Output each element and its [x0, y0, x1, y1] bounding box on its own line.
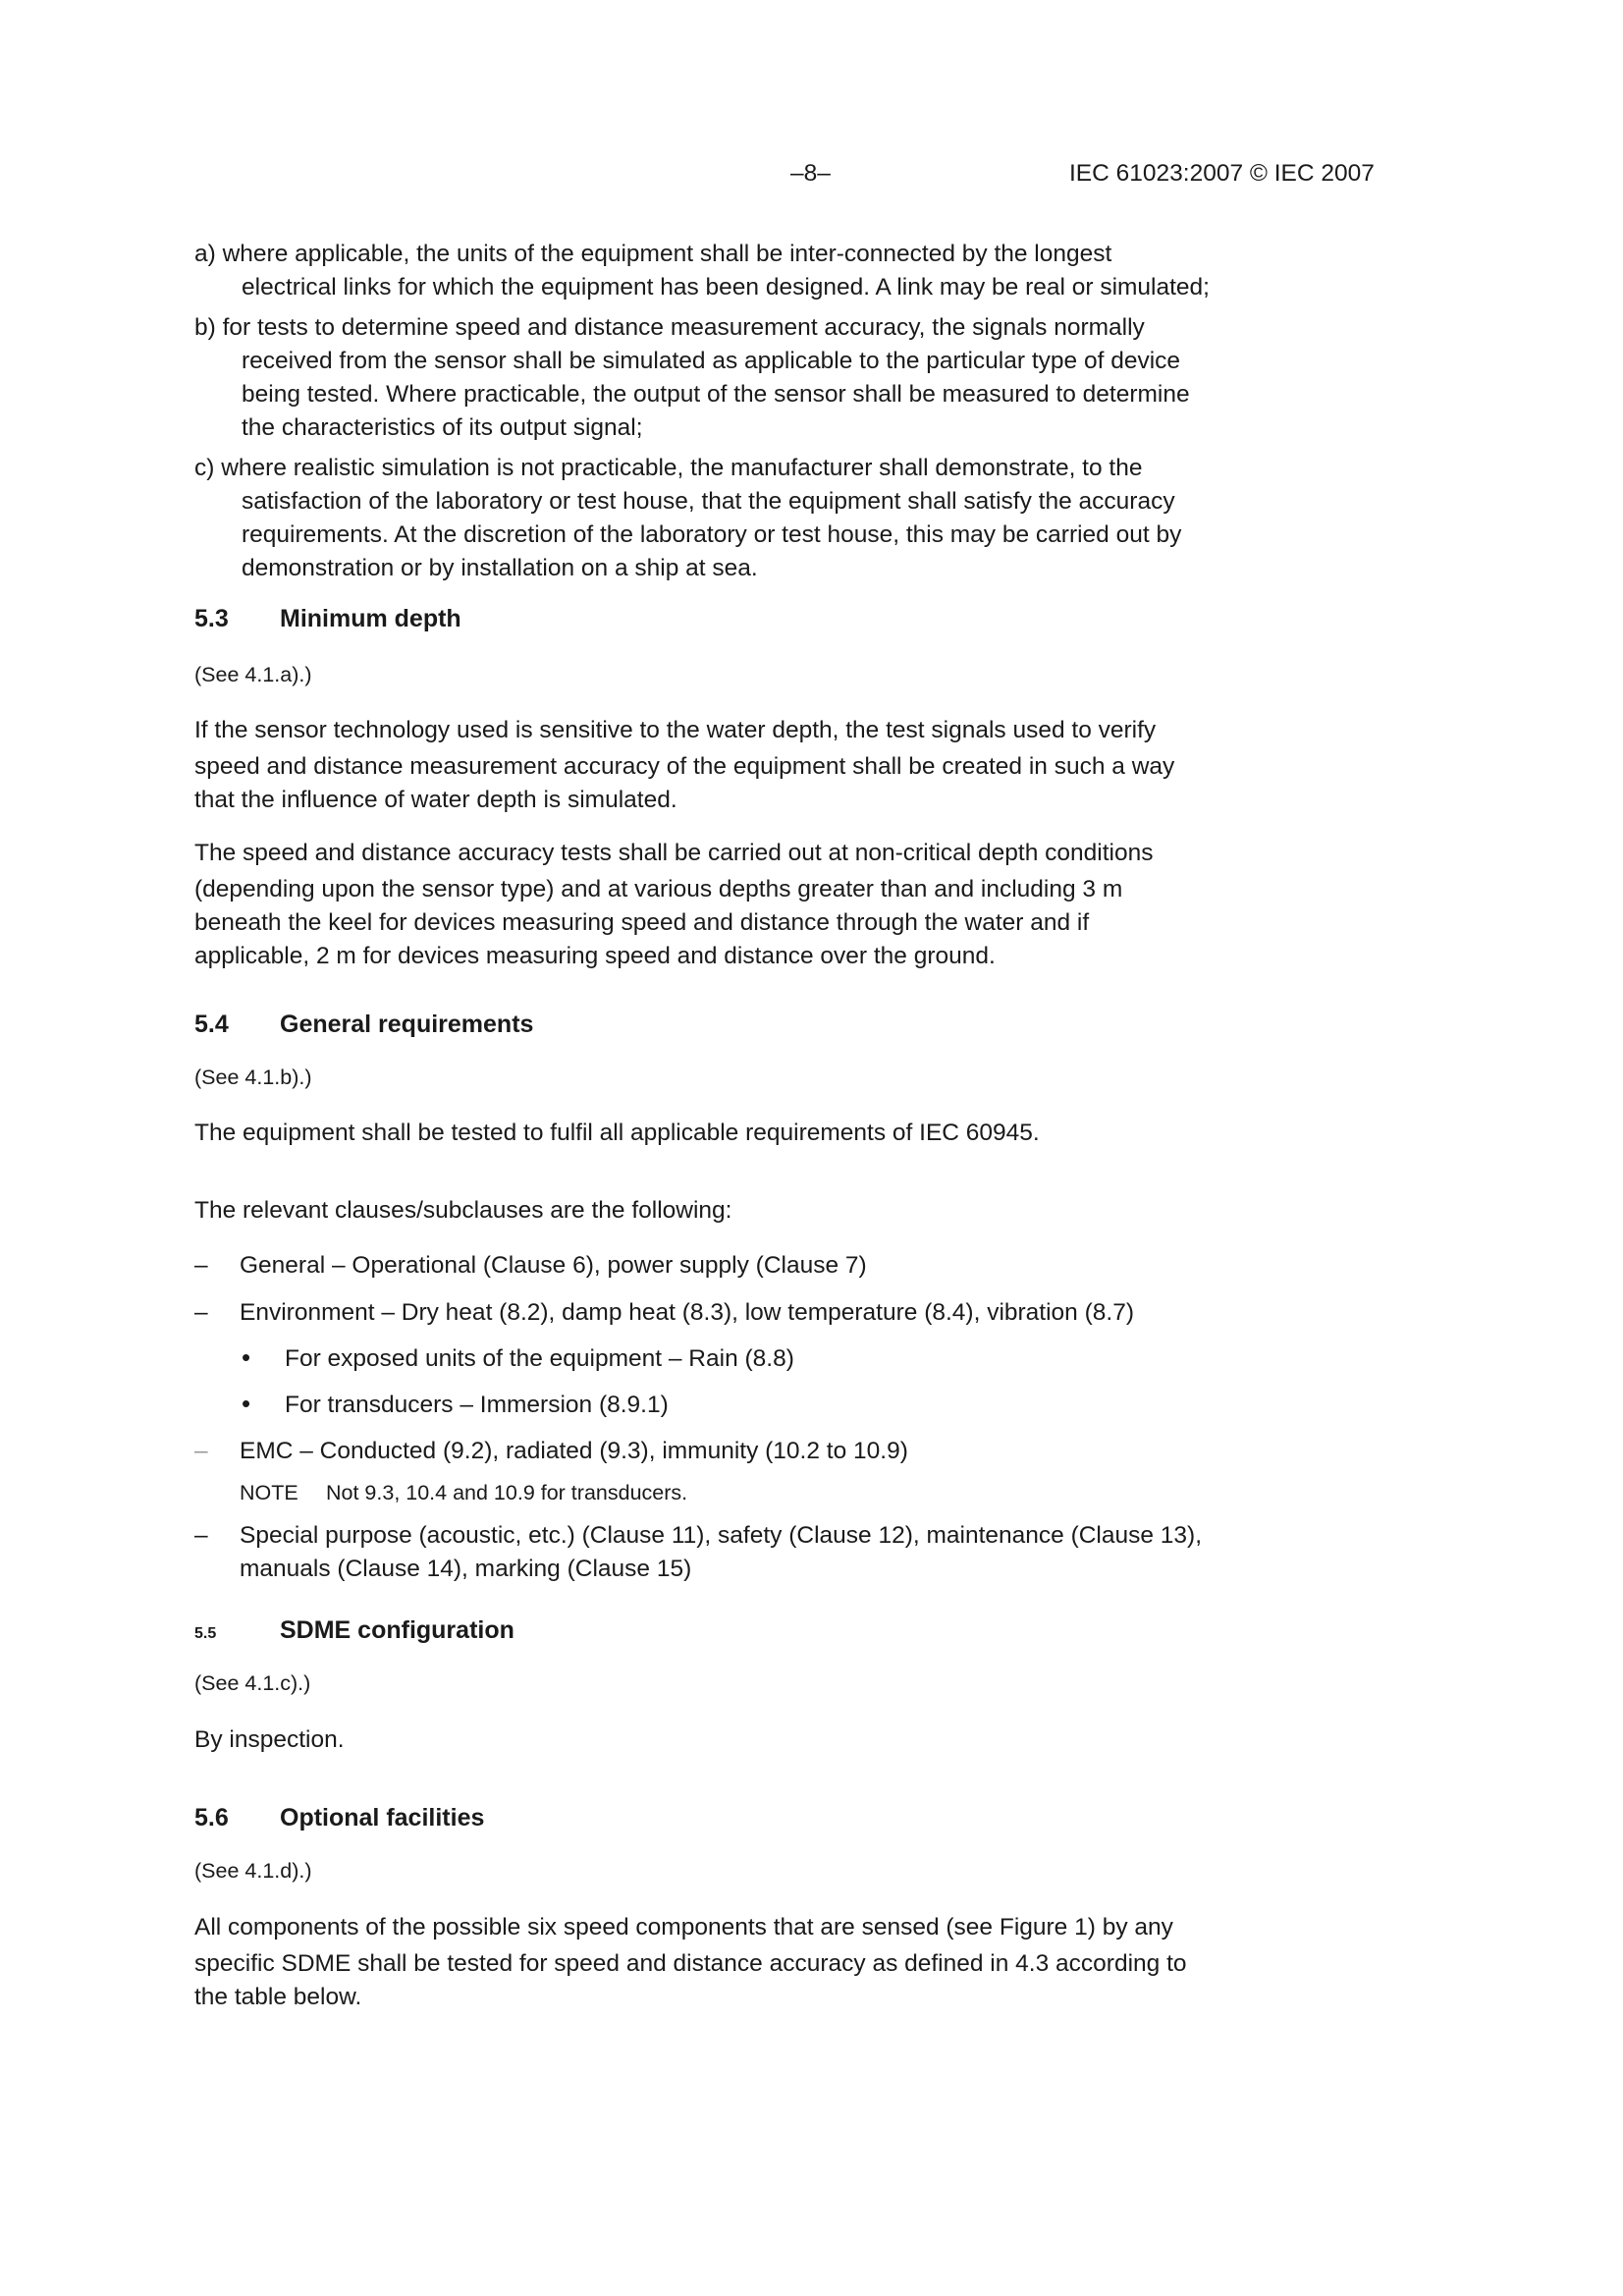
paragraph-5-3-a — [194, 714, 1274, 817]
list-item-b-line4: the characteristics of its output signal; — [242, 414, 643, 441]
section-title: General requirements — [280, 1011, 534, 1038]
list-item-b-line2: received from the sensor shall be simulated as applicable to the particular type of device — [242, 348, 1181, 374]
bullet-marker: • — [242, 1342, 251, 1372]
note-label: NOTE — [240, 1481, 298, 1504]
note-text: Not 9.3, 10.4 and 10.9 for transducers. — [326, 1481, 688, 1504]
list-item-b-line1: b) for tests to determine speed and distance measurement accuracy, the signals normally — [194, 314, 1145, 341]
see-reference-5-5: (See 4.1.c).) — [194, 1671, 311, 1695]
dash-marker: – — [194, 1299, 208, 1326]
paragraph-5-3-b — [194, 837, 1274, 973]
list-item-c — [194, 452, 1274, 585]
requirement-text: For exposed units of the equipment – Rain (8.8) — [285, 1345, 794, 1372]
dash-marker: – — [194, 1438, 208, 1464]
list-item-b — [194, 311, 1274, 445]
requirement-text: EMC – Conducted (9.2), radiated (9.3), immunity (10.2 to 10.9) — [240, 1438, 908, 1464]
list-item-a-line1: a) where applicable, the units of the equipment shall be inter-connected by the longest — [194, 241, 1112, 267]
section-heading-5-4 — [194, 1008, 1274, 1041]
paragraph-5-6 — [194, 1911, 1274, 2014]
requirement-text: Environment – Dry heat (8.2), damp heat (8.3), low temperature (8.4), vibration (8.7) — [240, 1299, 1134, 1326]
requirement-text — [240, 1519, 1280, 1586]
list-item-b-line3: being tested. Where practicable, the output of the sensor shall be measured to determine — [242, 381, 1190, 408]
see-reference-5-6: (See 4.1.d).) — [194, 1859, 312, 1883]
paragraph-5-4-b: The relevant clauses/subclauses are the following: — [194, 1197, 732, 1224]
section-heading-5-5 — [194, 1613, 1274, 1651]
section-title: Minimum depth — [280, 605, 461, 632]
section-number: 5.3 — [194, 605, 229, 632]
paragraph-line: The speed and distance accuracy tests shall be carried out at non-critical depth conditions — [194, 840, 1154, 866]
section-title: Optional facilities — [280, 1804, 485, 1831]
see-reference-5-4: (See 4.1.b).) — [194, 1066, 312, 1089]
requirement-line: Special purpose (acoustic, etc.) (Clause 11), safety (Clause 12), maintenance (Clause 13), — [240, 1522, 1203, 1549]
requirement-text: For transducers – Immersion (8.9.1) — [285, 1392, 669, 1418]
bullet-marker: • — [242, 1389, 251, 1418]
section-number: 5.6 — [194, 1804, 229, 1831]
paragraph-line: that the influence of water depth is simulated. — [194, 787, 677, 813]
list-item-c-line2: satisfaction of the laboratory or test house, that the equipment shall satisfy the accuracy — [242, 488, 1175, 515]
list-item-c-line3: requirements. At the discretion of the laboratory or test house, this may be carried out by — [242, 521, 1182, 548]
dash-marker: – — [194, 1522, 208, 1549]
paragraph-line: beneath the keel for devices measuring speed and distance through the water and if — [194, 909, 1090, 936]
section-number: 5.4 — [194, 1011, 229, 1038]
section-heading-5-3 — [194, 602, 1274, 635]
section-title: SDME configuration — [280, 1616, 514, 1644]
paragraph-5-4-a: The equipment shall be tested to fulfil all applicable requirements of IEC 60945. — [194, 1120, 1040, 1146]
requirement-line: manuals (Clause 14), marking (Clause 15) — [240, 1556, 692, 1582]
see-reference-5-3: (See 4.1.a).) — [194, 663, 312, 686]
list-item-c-line1: c) where realistic simulation is not practicable, the manufacturer shall demonstrate, to the — [194, 455, 1143, 481]
list-item-c-line4: demonstration or by installation on a ship at sea. — [242, 555, 758, 581]
page-number: –8– — [790, 160, 831, 187]
standard-reference: IEC 61023:2007 © IEC 2007 — [1069, 160, 1375, 187]
paragraph-line: applicable, 2 m for devices measuring speed and distance over the ground. — [194, 943, 996, 969]
paragraph-5-5: By inspection. — [194, 1726, 345, 1753]
paragraph-line: the table below. — [194, 1984, 362, 2010]
paragraph-line: (depending upon the sensor type) and at various depths greater than and including 3 m — [194, 876, 1123, 902]
paragraph-line: All components of the possible six speed components that are sensed (see Figure 1) by any — [194, 1914, 1173, 1941]
paragraph-line: specific SDME shall be tested for speed and distance accuracy as defined in 4.3 according to — [194, 1950, 1187, 1977]
requirement-text: General – Operational (Clause 6), power supply (Clause 7) — [240, 1252, 867, 1279]
paragraph-line: speed and distance measurement accuracy of the equipment shall be created in such a way — [194, 753, 1175, 780]
list-item-a — [194, 238, 1274, 304]
section-heading-5-6 — [194, 1801, 1274, 1834]
note — [240, 1476, 687, 1509]
list-item-a-line2: electrical links for which the equipment has been designed. A link may be real or simulated; — [242, 274, 1210, 301]
paragraph-line: If the sensor technology used is sensitive to the water depth, the test signals used to verify — [194, 717, 1157, 743]
section-number: 5.5 — [194, 1625, 217, 1642]
dash-marker: – — [194, 1252, 208, 1279]
